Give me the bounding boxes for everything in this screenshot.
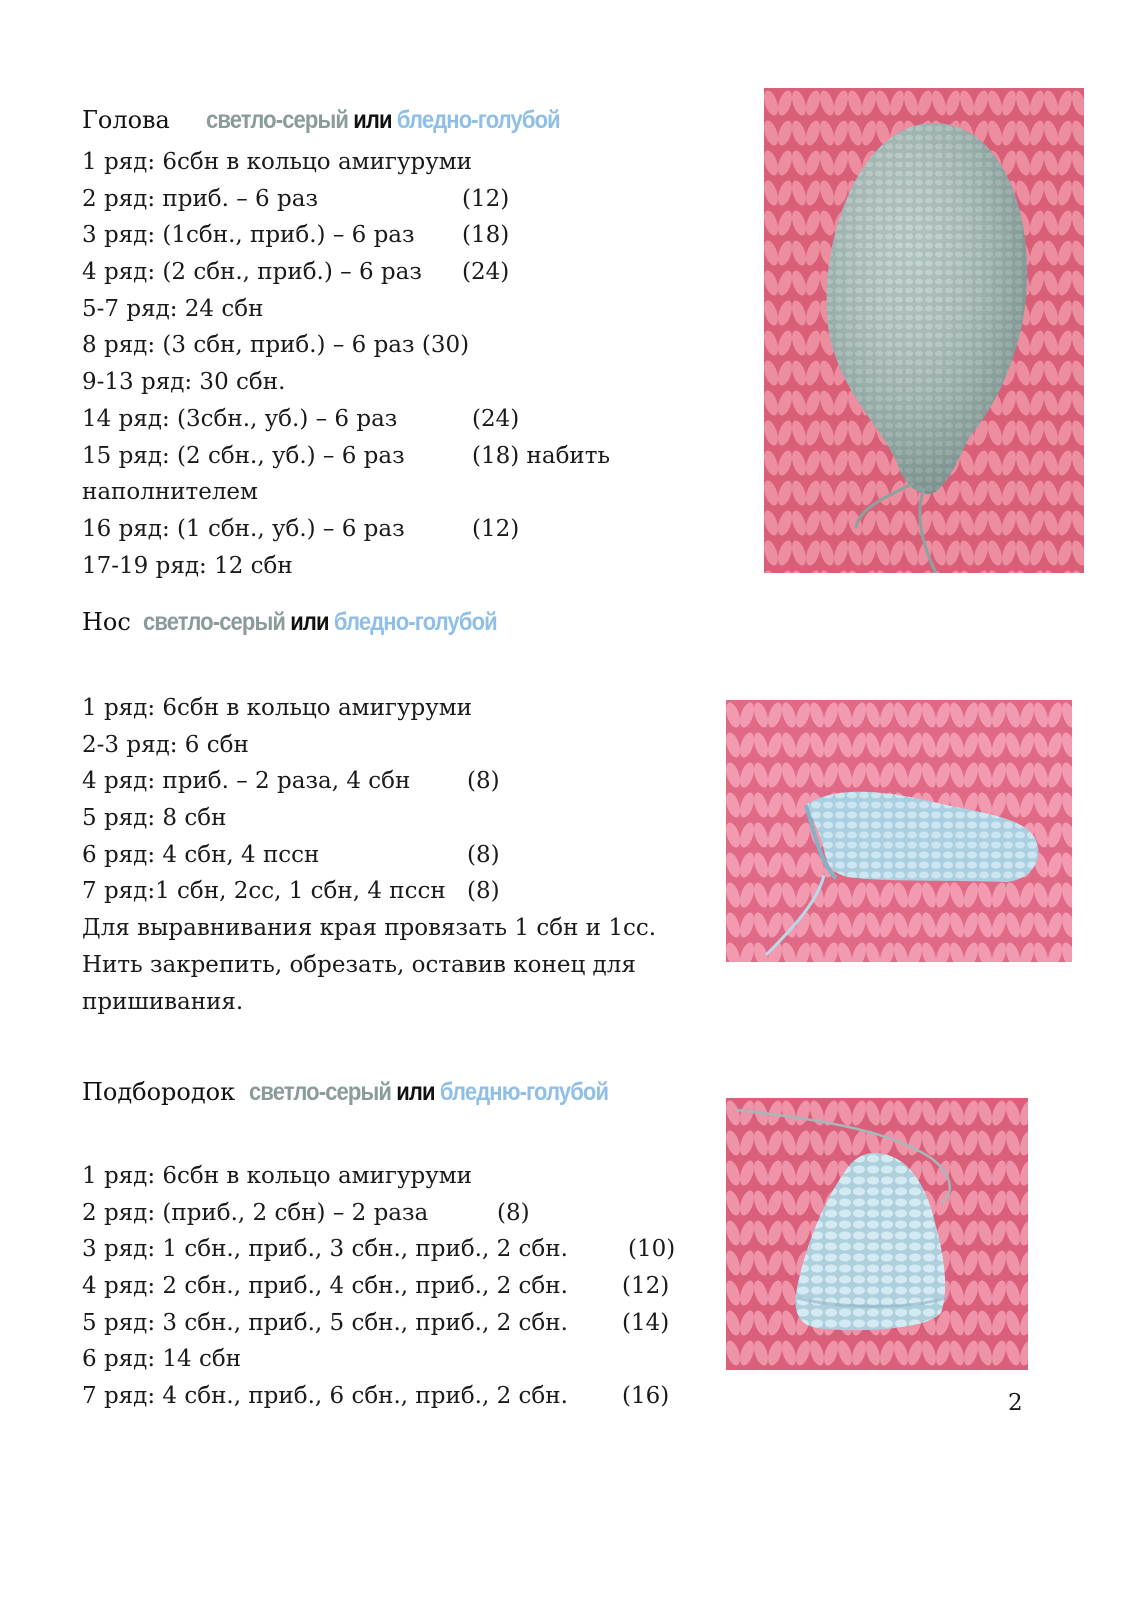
head-colors	[206, 106, 560, 135]
chin-heading	[82, 1078, 657, 1116]
head-section	[82, 106, 608, 584]
nose-section	[82, 608, 545, 646]
chin-color-blue: бледню-голубой	[439, 1078, 609, 1106]
nose-colors	[143, 608, 497, 637]
head-row: 17-19 ряд: 12 сбн	[82, 552, 293, 579]
head-rows	[82, 144, 608, 584]
chin-row: 2 ряд: (приб., 2 сбн) – 2 раза (8)	[82, 1199, 530, 1226]
head-row: 4 ряд: (2 сбн., приб.) – 6 раз (24)	[82, 259, 510, 286]
head-row: 8 ряд: (3 сбн, приб.) – 6 раз (30)	[82, 332, 470, 359]
chin-colors	[249, 1078, 608, 1107]
nose-title: Нос	[82, 608, 131, 636]
chin-row: 7 ряд: 4 сбн., приб., 6 сбн., приб., 2 сбн. (16)	[82, 1383, 670, 1410]
nose-color-gray: светло-серый	[142, 608, 285, 636]
chin-color-or: или	[396, 1078, 435, 1106]
chin-section	[82, 1078, 657, 1116]
head-row: 9-13 ряд: 30 сбн.	[82, 369, 286, 396]
chin-row: 4 ряд: 2 сбн., приб., 4 сбн., приб., 2 сбн. (12)	[82, 1273, 670, 1300]
nose-row: 4 ряд: приб. – 2 раза, 4 сбн (8)	[82, 768, 500, 795]
nose-heading	[82, 608, 545, 646]
nose-photo	[726, 700, 1072, 962]
nose-row: 6 ряд: 4 сбн, 4 пссн (8)	[82, 841, 500, 868]
chin-rows	[82, 1158, 676, 1415]
head-row: наполнителем	[82, 479, 258, 506]
head-color-or: или	[353, 106, 392, 134]
nose-row: 5 ряд: 8 сбн	[82, 805, 227, 832]
head-row: 15 ряд: (2 сбн., уб.) – 6 раз (18) набить	[82, 442, 610, 469]
head-row: 5-7 ряд: 24 сбн	[82, 295, 264, 322]
head-row: 2 ряд: приб. – 6 раз (12)	[82, 185, 510, 212]
page-number: 2	[1008, 1390, 1023, 1416]
head-title: Голова	[82, 106, 170, 134]
head-color-blue: бледно-голубой	[396, 106, 560, 134]
head-photo	[764, 88, 1084, 573]
nose-note: Для выравнивания края провязать 1 сбн и 1сс. Нить закрепить, обрезать, оставив конец для пришивания.	[82, 915, 657, 1016]
chin-row: 1 ряд: 6сбн в кольцо амигуруми	[82, 1163, 472, 1189]
nose-row: 7 ряд:1 сбн, 2сс, 1 сбн, 4 пссн (8)	[82, 878, 500, 905]
chin-row: 6 ряд: 14 сбн	[82, 1346, 242, 1373]
head-row: 3 ряд: (1сбн., приб.) – 6 раз (18)	[82, 222, 510, 249]
head-row: 1 ряд: 6сбн в кольцо амигуруми	[82, 149, 472, 175]
head-row: 16 ряд: (1 сбн., уб.) – 6 раз (12)	[82, 515, 520, 542]
nose-color-or: или	[290, 608, 329, 636]
chin-title: Подбородок	[82, 1078, 236, 1106]
chin-photo	[726, 1098, 1028, 1370]
nose-row: 1 ряд: 6сбн в кольцо амигуруми	[82, 695, 472, 721]
nose-color-blue: бледно-голубой	[333, 608, 497, 636]
chin-row: 5 ряд: 3 сбн., приб., 5 сбн., приб., 2 сбн. (14)	[82, 1309, 670, 1336]
chin-color-gray: светло-серый	[249, 1078, 392, 1106]
head-row: 14 ряд: (3сбн., уб.) – 6 раз (24)	[82, 405, 520, 432]
chin-row: 3 ряд: 1 сбн., приб., 3 сбн., приб., 2 сбн. (10)	[82, 1236, 676, 1263]
head-heading	[82, 106, 608, 144]
nose-row: 2-3 ряд: 6 сбн	[82, 731, 249, 758]
head-color-gray: светло-серый	[205, 106, 348, 134]
nose-rows	[82, 690, 692, 1021]
